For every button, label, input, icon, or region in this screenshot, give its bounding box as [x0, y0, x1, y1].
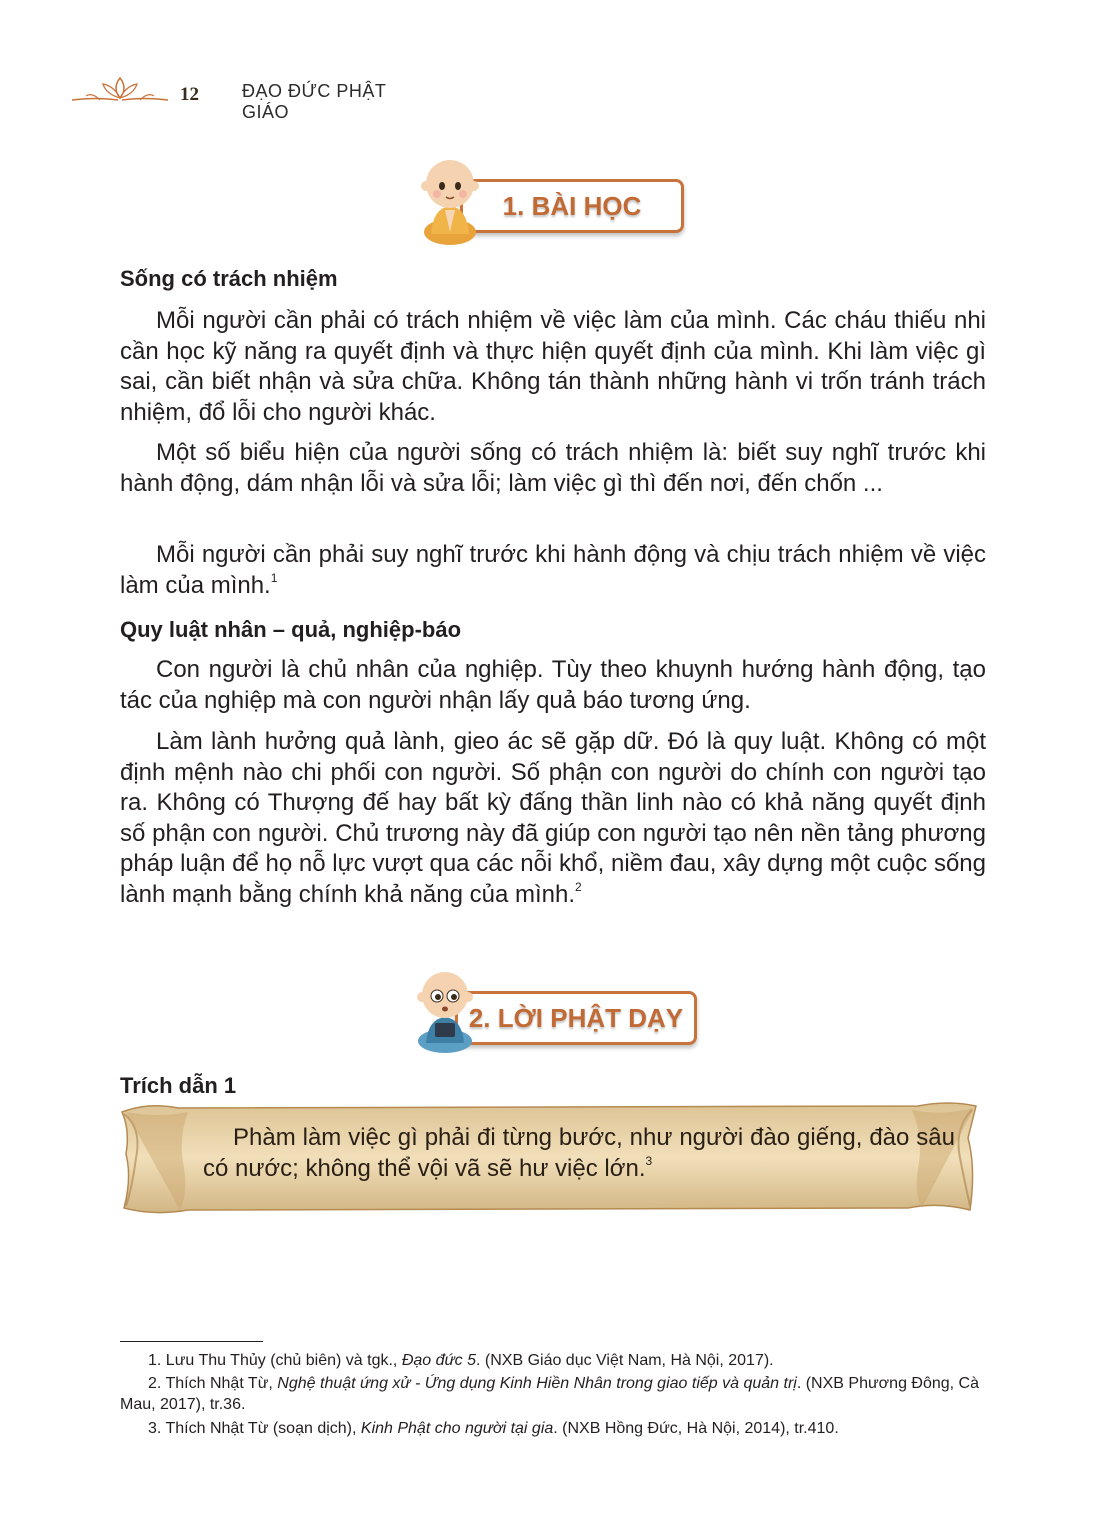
monk-reading-icon: [410, 965, 480, 1055]
footnote-2: [120, 1373, 986, 1415]
footnote-book-title: Nghệ thuật ứng xử - Ứng dụng Kinh Hiền Nhân trong giao tiếp và quản trị: [277, 1375, 797, 1392]
running-header: [70, 70, 430, 122]
footnote-text: . (NXB Phương Đông, Cà Mau, 2017), tr.36.: [120, 1375, 979, 1413]
paragraph-text: Làm lành hưởng quả lành, gieo ác sẽ gặp dữ. Đó là quy luật. Không có một định mệnh nào chi phối con người. Số phận con người do chính con người tạo ra. Không có Thượng đế hay bất kỳ đấng thần linh nào có khả năng quyết định số phận con người. Chủ trương này đã giúp con người tạo nên nền tảng phương pháp luận để họ nỗ lực vượt qua các nỗi khổ, niềm đau, xây dựng một cuộc sống lành mạnh bằng chính khả năng của mình.: [120, 728, 986, 908]
footnote-text: . (NXB Giáo dục Việt Nam, Hà Nội, 2017).: [476, 1352, 774, 1369]
footnote-ref: 1: [270, 570, 278, 585]
paragraph: [120, 727, 986, 910]
paragraph: Con người là chủ nhân của nghiệp. Tùy theo khuynh hướng hành động, tạo tác của nghiệp mà con người nhận lấy quả báo tương ứng.: [120, 656, 986, 714]
quote-text: Phàm làm việc gì phải đi từng bước, như người đào giếng, đào sâu có nước; không thể vội vã sẽ hư việc lớn.: [203, 1124, 955, 1182]
paragraph-text: Mỗi người cần phải suy nghĩ trước khi hành động và chịu trách nhiệm về việc làm của mình.: [120, 541, 986, 599]
section-banner-lesson: [415, 152, 685, 247]
footnote-text: 2. Thích Nhật Từ,: [148, 1375, 278, 1392]
running-title: ĐẠO ĐỨC PHẬT GIÁO: [242, 81, 387, 122]
quote-scroll: [118, 1098, 980, 1216]
section-title: 2. LỜI PHẬT DẠY: [468, 1002, 684, 1033]
buddha-quote: [203, 1122, 955, 1184]
paragraph: [120, 540, 986, 601]
section-banner-teaching: [410, 965, 700, 1055]
section-title: 1. BÀI HỌC: [502, 190, 642, 221]
heading-responsibility: Sống có trách nhiệm: [120, 266, 338, 291]
footnote-text: 1. Lưu Thu Thủy (chủ biên) và tgk.,: [148, 1352, 402, 1369]
footnote-book-title: Đạo đức 5: [401, 1352, 476, 1369]
banner-box: [460, 179, 684, 233]
footnote-book-title: Kinh Phật cho người tại gia: [360, 1420, 554, 1437]
footnote-ref: 3: [645, 1154, 653, 1168]
footnote-ref: 2: [575, 879, 582, 894]
footnote-3: [120, 1418, 986, 1439]
lotus-ornament-icon: [70, 70, 170, 110]
heading-karma: Quy luật nhân – quả, nghiệp-báo: [120, 617, 462, 642]
footnote-text: 3. Thích Nhật Từ (soạn dịch),: [148, 1420, 361, 1437]
paragraph: Mỗi người cần phải có trách nhiệm về việc làm của mình. Các cháu thiếu nhi cần học kỹ năng ra quyết định và thực hiện quyết định của mình. Khi làm việc gì sai, cần biết nhận và sửa chữa. Không tán thành những hành vi trốn tránh trách nhiệm, đổ lỗi cho người khác.: [120, 307, 986, 426]
monk-praying-icon: [415, 152, 485, 247]
paragraph: Một số biểu hiện của người sống có trách nhiệm là: biết suy nghĩ trước khi hành động, dám nhận lỗi và sửa lỗi; làm việc gì thì đến nơi, đến chốn ...: [120, 439, 986, 497]
footnote-divider: [120, 1341, 263, 1342]
page-number: 12: [180, 84, 199, 105]
footnote-text: . (NXB Hồng Đức, Hà Nội, 2014), tr.410.: [553, 1420, 839, 1437]
heading-citation: Trích dẫn 1: [120, 1073, 237, 1098]
banner-box: [455, 991, 697, 1045]
footnote-1: [120, 1350, 986, 1371]
